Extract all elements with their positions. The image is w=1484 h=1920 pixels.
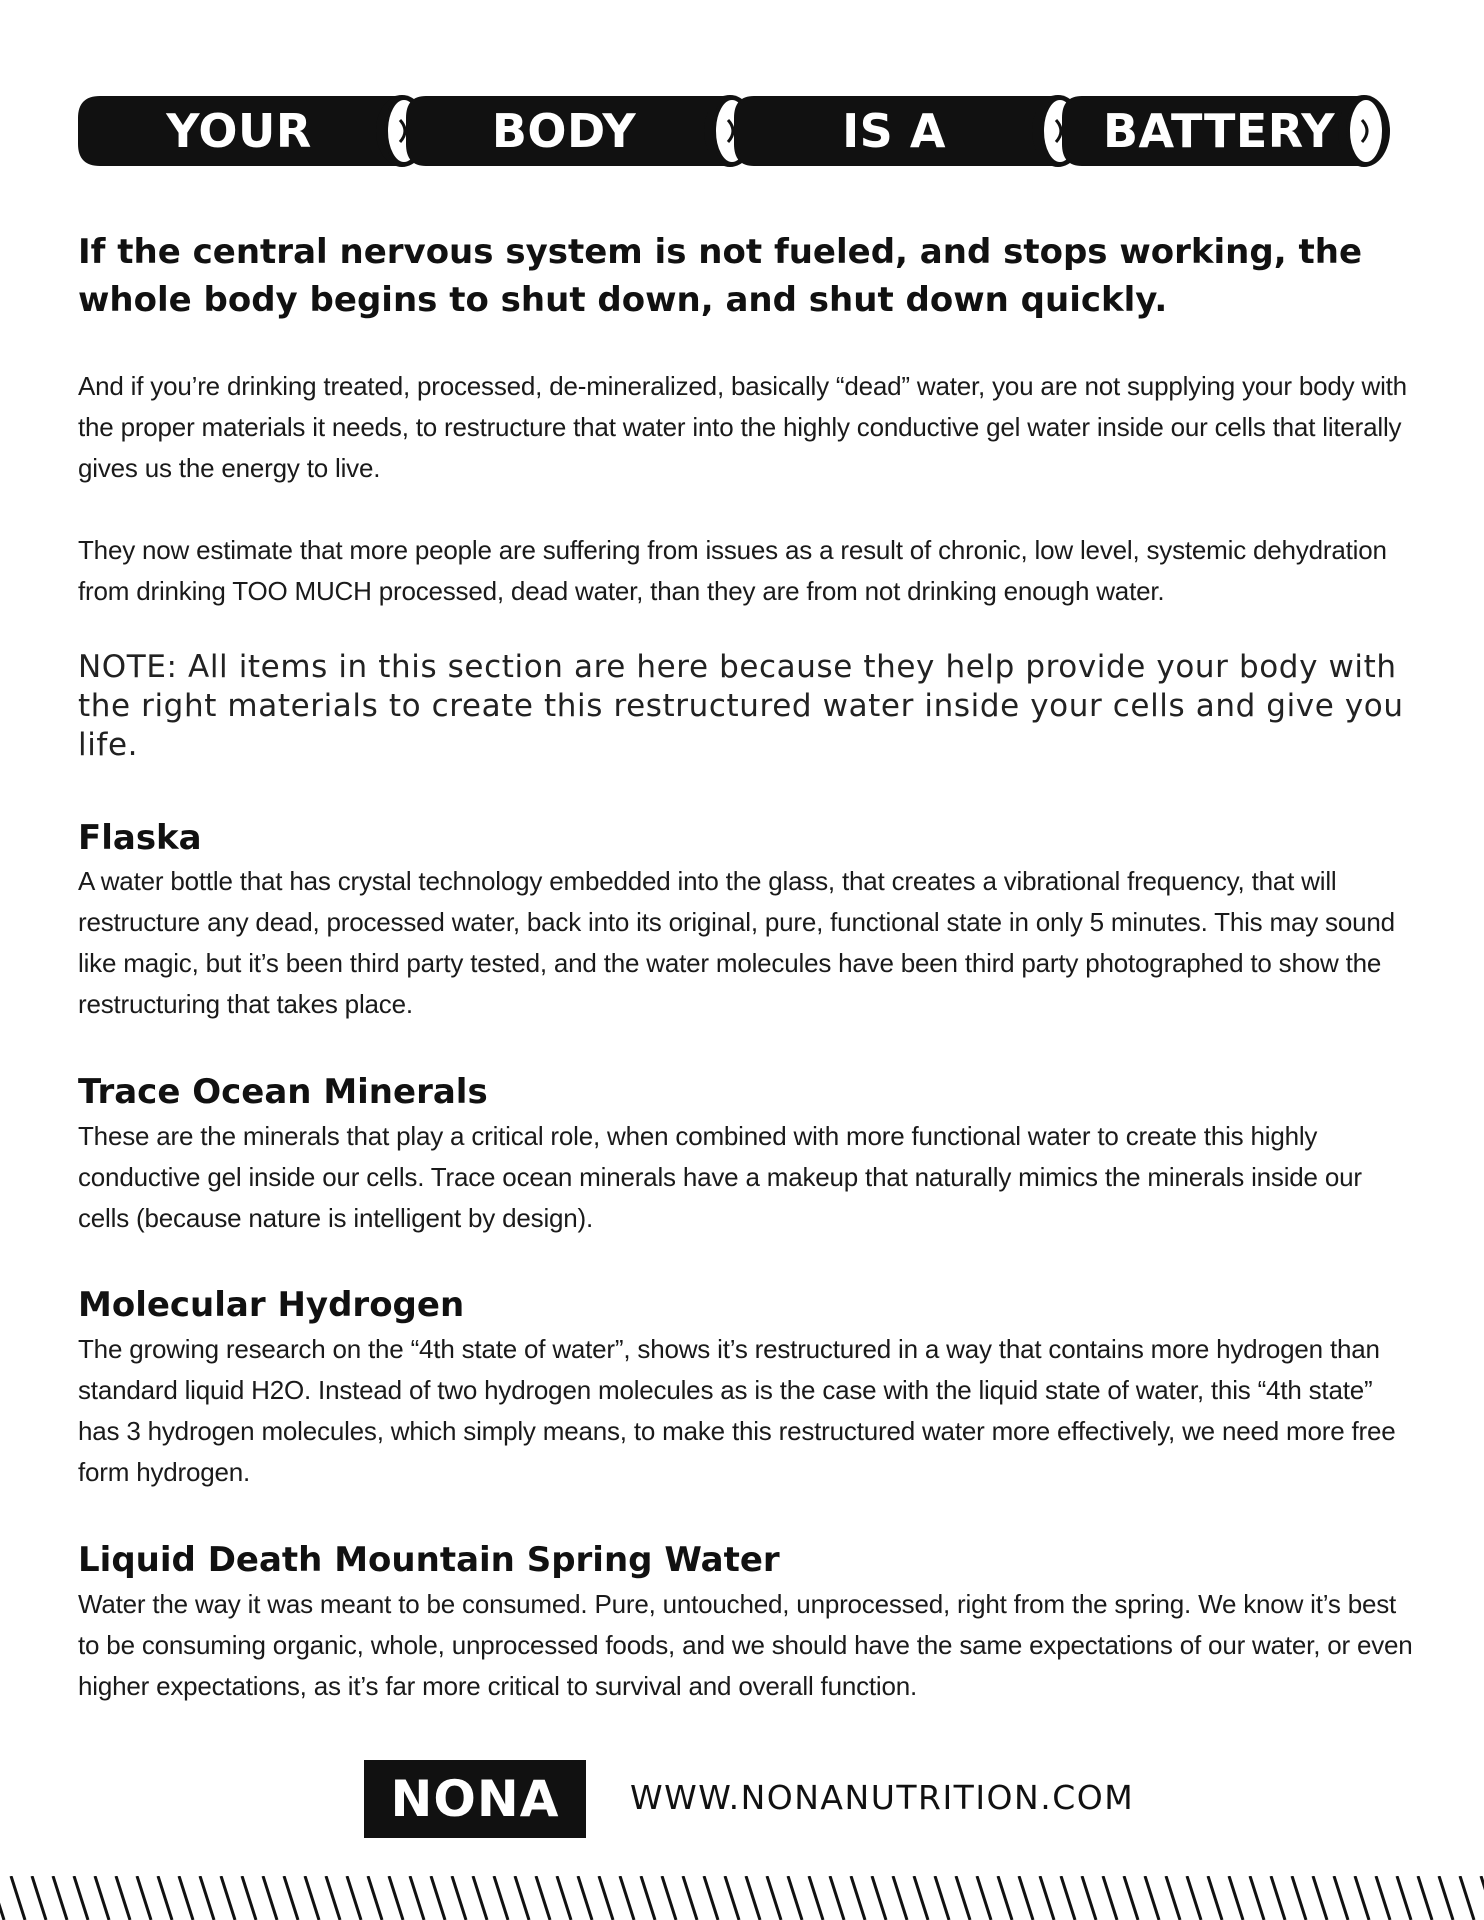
section-title-trace-ocean-minerals: Trace Ocean Minerals <box>78 1072 488 1112</box>
hatch-line <box>1166 1876 1180 1920</box>
hatch-line <box>1355 1876 1369 1920</box>
hatch-line <box>1124 1876 1138 1920</box>
hatch-line <box>956 1876 970 1920</box>
hatch-line <box>326 1876 340 1920</box>
hatch-line <box>809 1876 823 1920</box>
section-body-trace-ocean-minerals: These are the minerals that play a critical role, when combined with more functional water to create this highly conductive gel inside our cells. Trace ocean minerals have a makeup that naturally mimics the minerals inside our cells (because nature is intelligent by design). <box>78 1121 1362 1233</box>
hatch-line <box>221 1876 235 1920</box>
hatch-line <box>935 1876 949 1920</box>
hatch-line <box>368 1876 382 1920</box>
nona-logo: NONA <box>364 1760 586 1838</box>
hatch-line <box>263 1876 277 1920</box>
hatch-line <box>494 1876 508 1920</box>
hatch-line <box>242 1876 256 1920</box>
hatch-line <box>1208 1876 1222 1920</box>
hatch-line <box>95 1876 109 1920</box>
hatch-line <box>1460 1876 1474 1920</box>
hatch-line <box>1376 1876 1390 1920</box>
hatch-line <box>977 1876 991 1920</box>
hatch-line <box>32 1876 46 1920</box>
battery-label-body: BODY <box>491 104 637 158</box>
hatch-line <box>389 1876 403 1920</box>
hatch-line <box>515 1876 529 1920</box>
lead-statement: If the central nervous system is not fueled, and stops working, the whole body begins to shut down, and shut down quickly. <box>78 232 1362 320</box>
hatch-line <box>767 1876 781 1920</box>
section-body-liquid-death: Water the way it was meant to be consumed. Pure, untouched, unprocessed, right from the spring. We know it’s best to be consuming organic, whole, unprocessed foods, and we should have the same expectations of our water, or even higher expectations, as it’s far more critical to survival and overall function. <box>78 1589 1413 1701</box>
hatch-line <box>998 1876 1012 1920</box>
hatch-line <box>410 1876 424 1920</box>
hatch-line <box>1271 1876 1285 1920</box>
intro-paragraph: And if you’re drinking treated, processed, de-mineralized, basically “dead” water, you are not supplying your body with the proper materials it needs, to restructure that water into the highly conductive gel water inside our cells that literally gives us the energy to live. <box>78 371 1407 483</box>
hatch-line <box>137 1876 151 1920</box>
hatch-border-decoration <box>0 1876 1484 1920</box>
hatch-line <box>452 1876 466 1920</box>
hatch-line <box>578 1876 592 1920</box>
hatch-line <box>1418 1876 1432 1920</box>
hatch-line <box>620 1876 634 1920</box>
hatch-line <box>599 1876 613 1920</box>
hatch-line <box>1229 1876 1243 1920</box>
hatch-line <box>473 1876 487 1920</box>
hatch-line <box>683 1876 697 1920</box>
hatch-line <box>893 1876 907 1920</box>
hatch-line <box>179 1876 193 1920</box>
hatch-line <box>914 1876 928 1920</box>
note-text: NOTE: All items in this section are here because they help provide your body with the right materials to create this restructured water inside your cells and give you life. <box>78 649 1404 763</box>
hatch-line <box>53 1876 67 1920</box>
section-title-liquid-death: Liquid Death Mountain Spring Water <box>78 1540 780 1580</box>
battery-banner <box>74 92 1396 170</box>
hatch-line <box>431 1876 445 1920</box>
website-url[interactable]: WWW.NONANUTRITION.COM <box>630 1778 1135 1817</box>
battery-label-is-a: IS A <box>842 104 946 158</box>
hatch-line <box>284 1876 298 1920</box>
hatch-line <box>0 1876 4 1920</box>
section-title-flaska: Flaska <box>78 818 202 858</box>
hatch-line <box>1334 1876 1348 1920</box>
hatch-line <box>116 1876 130 1920</box>
section-body-molecular-hydrogen: The growing research on the “4th state of water”, shows it’s restructured in a way that contains more hydrogen than standard liquid H2O. Instead of two hydrogen molecules as is the case with the liquid state of water, this “4th state” has 3 hydrogen molecules, which simply means, to make this restructured water more effectively, we need more free form hydrogen. <box>78 1334 1396 1487</box>
hatch-line <box>11 1876 25 1920</box>
hatch-line <box>1019 1876 1033 1920</box>
hatch-line <box>662 1876 676 1920</box>
hatch-line <box>557 1876 571 1920</box>
hatch-line <box>1082 1876 1096 1920</box>
hatch-line <box>1187 1876 1201 1920</box>
hatch-line <box>158 1876 172 1920</box>
hatch-line <box>1061 1876 1075 1920</box>
hatch-line <box>851 1876 865 1920</box>
hatch-line <box>641 1876 655 1920</box>
hatch-line <box>200 1876 214 1920</box>
section-title-molecular-hydrogen: Molecular Hydrogen <box>78 1285 465 1325</box>
hatch-line <box>347 1876 361 1920</box>
hatch-line <box>1040 1876 1054 1920</box>
hatch-line <box>1292 1876 1306 1920</box>
hatch-line <box>305 1876 319 1920</box>
hatch-line <box>746 1876 760 1920</box>
hatch-line <box>1250 1876 1264 1920</box>
hatch-line <box>788 1876 802 1920</box>
hatch-line <box>1103 1876 1117 1920</box>
hatch-line <box>830 1876 844 1920</box>
hatch-line <box>1397 1876 1411 1920</box>
hatch-line <box>725 1876 739 1920</box>
battery-label-battery: BATTERY <box>1102 104 1336 158</box>
battery-label-your: YOUR <box>166 104 312 158</box>
hatch-line <box>704 1876 718 1920</box>
hatch-line <box>1145 1876 1159 1920</box>
hatch-line <box>74 1876 88 1920</box>
hatch-line <box>536 1876 550 1920</box>
hatch-line <box>872 1876 886 1920</box>
section-body-flaska: A water bottle that has crystal technology embedded into the glass, that creates a vibrational frequency, that will restructure any dead, processed water, back into its original, pure, functional state in only 5 minutes. This may sound like magic, but it’s been third party tested, and the water molecules have been third party photographed to show the restructuring that takes place. <box>78 866 1395 1019</box>
intro-paragraph: They now estimate that more people are suffering from issues as a result of chronic, low level, systemic dehydration from drinking TOO MUCH processed, dead water, than they are from not drinking enough water. <box>78 535 1387 606</box>
hatch-line <box>1439 1876 1453 1920</box>
hatch-line <box>1313 1876 1327 1920</box>
